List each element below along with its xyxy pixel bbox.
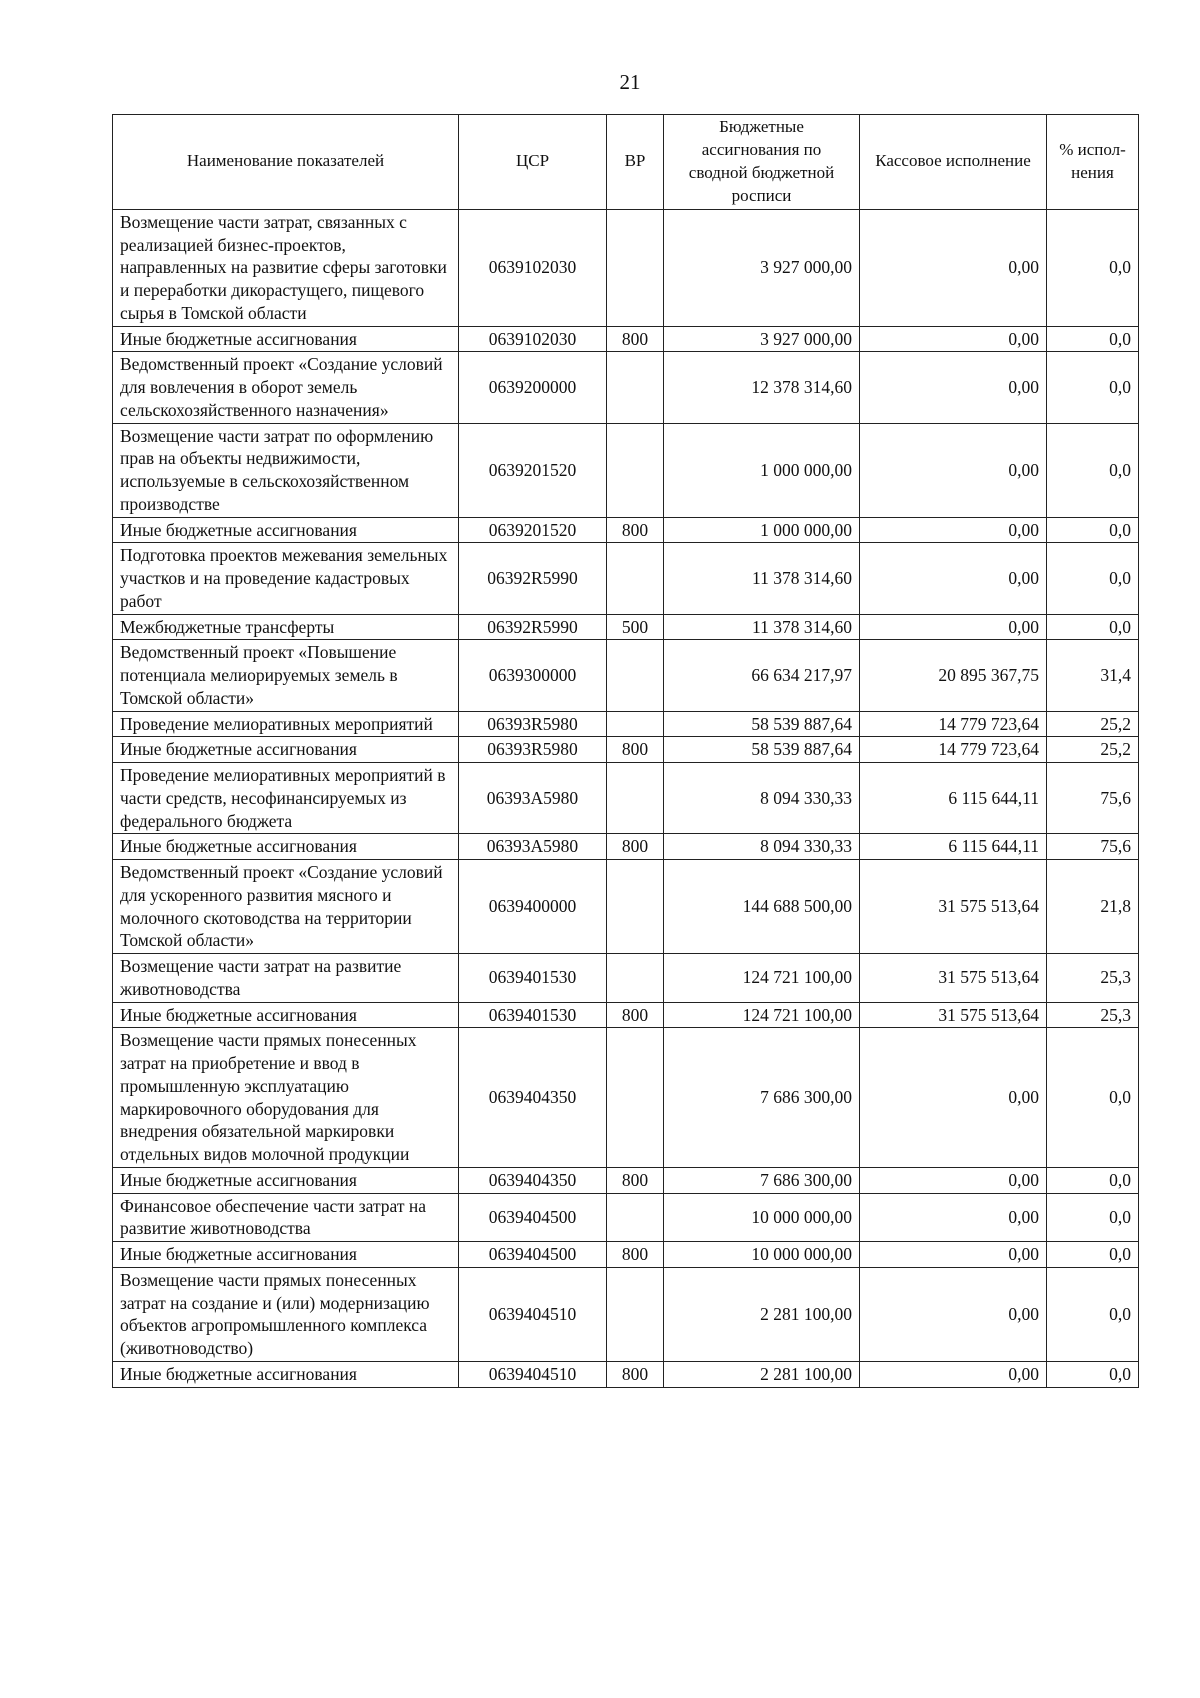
row-name: Ведомственный проект «Создание условий для вовлечения в оборот земель сельскохозяйственного назначения» (113, 352, 459, 423)
table-row (113, 543, 1139, 614)
row-cash: 14 779 723,64 (860, 711, 1047, 737)
header-percent: % испол-нения (1047, 115, 1139, 210)
table-row (113, 737, 1139, 763)
row-vr (607, 640, 664, 711)
row-vr (607, 860, 664, 954)
row-budget: 8 094 330,33 (664, 763, 860, 834)
row-vr: 800 (607, 1002, 664, 1028)
row-cash: 0,00 (860, 1028, 1047, 1168)
row-csr: 06393A5980 (459, 763, 607, 834)
row-csr: 06393A5980 (459, 834, 607, 860)
row-name: Финансовое обеспечение части затрат на развитие животноводства (113, 1193, 459, 1242)
row-budget: 10 000 000,00 (664, 1193, 860, 1242)
header-cash: Кассовое исполнение (860, 115, 1047, 210)
row-percent: 0,0 (1047, 1028, 1139, 1168)
row-name: Иные бюджетные ассигнования (113, 326, 459, 352)
row-percent: 0,0 (1047, 517, 1139, 543)
row-vr (607, 1267, 664, 1361)
row-percent: 0,0 (1047, 1193, 1139, 1242)
row-csr: 0639401530 (459, 1002, 607, 1028)
table-row (113, 860, 1139, 954)
budget-table (112, 114, 1139, 1388)
row-budget: 11 378 314,60 (664, 543, 860, 614)
row-budget: 66 634 217,97 (664, 640, 860, 711)
row-cash: 0,00 (860, 614, 1047, 640)
row-cash: 0,00 (860, 1267, 1047, 1361)
row-name: Иные бюджетные ассигнования (113, 1002, 459, 1028)
row-budget: 11 378 314,60 (664, 614, 860, 640)
row-percent: 0,0 (1047, 614, 1139, 640)
row-budget: 2 281 100,00 (664, 1361, 860, 1387)
row-csr: 06393R5980 (459, 711, 607, 737)
table-row (113, 1267, 1139, 1361)
header-csr: ЦСР (459, 115, 607, 210)
table-row (113, 834, 1139, 860)
row-name: Возмещение части прямых понесенных затрат на приобретение и ввод в промышленную эксплуатацию маркировочного оборудования для внедрения обязательной маркировки отдельных видов молочной продукции (113, 1028, 459, 1168)
row-percent: 0,0 (1047, 543, 1139, 614)
row-cash: 0,00 (860, 1193, 1047, 1242)
row-budget: 10 000 000,00 (664, 1242, 860, 1268)
row-vr (607, 209, 664, 326)
row-cash: 0,00 (860, 326, 1047, 352)
row-csr: 0639404510 (459, 1361, 607, 1387)
row-name: Возмещение части затрат, связанных с реализацией бизнес-проектов, направленных на развитие сферы заготовки и переработки дикорастущего, пищевого сырья в Томской области (113, 209, 459, 326)
row-csr: 0639404350 (459, 1167, 607, 1193)
row-csr: 0639404350 (459, 1028, 607, 1168)
row-name: Возмещение части затрат по оформлению прав на объекты недвижимости, используемые в сельскохозяйственном производстве (113, 423, 459, 517)
row-cash: 0,00 (860, 352, 1047, 423)
table-row (113, 1167, 1139, 1193)
row-vr (607, 1028, 664, 1168)
row-name: Возмещение части затрат на развитие животноводства (113, 954, 459, 1003)
row-csr: 06393R5980 (459, 737, 607, 763)
row-budget: 3 927 000,00 (664, 209, 860, 326)
row-name: Ведомственный проект «Повышение потенциала мелиорируемых земель в Томской области» (113, 640, 459, 711)
row-percent: 0,0 (1047, 1167, 1139, 1193)
row-cash: 0,00 (860, 209, 1047, 326)
row-budget: 124 721 100,00 (664, 1002, 860, 1028)
table-row (113, 640, 1139, 711)
row-csr: 0639404510 (459, 1267, 607, 1361)
row-budget: 12 378 314,60 (664, 352, 860, 423)
row-csr: 0639201520 (459, 517, 607, 543)
row-vr: 800 (607, 326, 664, 352)
row-csr: 0639400000 (459, 860, 607, 954)
row-percent: 0,0 (1047, 423, 1139, 517)
row-cash: 31 575 513,64 (860, 954, 1047, 1003)
row-cash: 0,00 (860, 423, 1047, 517)
row-vr (607, 423, 664, 517)
row-name: Подготовка проектов межевания земельных участков и на проведение кадастровых работ (113, 543, 459, 614)
row-budget: 58 539 887,64 (664, 711, 860, 737)
table-row (113, 1361, 1139, 1387)
table-row (113, 352, 1139, 423)
row-budget: 8 094 330,33 (664, 834, 860, 860)
row-csr: 0639102030 (459, 326, 607, 352)
row-vr (607, 711, 664, 737)
row-name: Иные бюджетные ассигнования (113, 1167, 459, 1193)
row-percent: 0,0 (1047, 1267, 1139, 1361)
row-name: Межбюджетные трансферты (113, 614, 459, 640)
row-percent: 31,4 (1047, 640, 1139, 711)
table-row (113, 1028, 1139, 1168)
row-vr: 800 (607, 1361, 664, 1387)
row-percent: 0,0 (1047, 1242, 1139, 1268)
row-csr: 0639102030 (459, 209, 607, 326)
table-body (113, 209, 1139, 1387)
row-csr: 06392R5990 (459, 614, 607, 640)
table-row (113, 326, 1139, 352)
table-row (113, 711, 1139, 737)
row-vr (607, 352, 664, 423)
header-name: Наименование показателей (113, 115, 459, 210)
row-percent: 0,0 (1047, 1361, 1139, 1387)
row-vr (607, 954, 664, 1003)
row-vr (607, 763, 664, 834)
row-cash: 0,00 (860, 543, 1047, 614)
row-cash: 14 779 723,64 (860, 737, 1047, 763)
row-vr: 800 (607, 1167, 664, 1193)
row-csr: 06392R5990 (459, 543, 607, 614)
table-row (113, 614, 1139, 640)
row-budget: 124 721 100,00 (664, 954, 860, 1003)
row-percent: 0,0 (1047, 352, 1139, 423)
row-csr: 0639300000 (459, 640, 607, 711)
row-cash: 0,00 (860, 1167, 1047, 1193)
row-percent: 25,2 (1047, 711, 1139, 737)
row-vr: 500 (607, 614, 664, 640)
row-cash: 0,00 (860, 1361, 1047, 1387)
row-csr: 0639200000 (459, 352, 607, 423)
row-vr: 800 (607, 737, 664, 763)
row-csr: 0639201520 (459, 423, 607, 517)
row-vr: 800 (607, 517, 664, 543)
header-vr: ВР (607, 115, 664, 210)
header-budget: Бюджетные ассигнования по сводной бюджетной росписи (664, 115, 860, 210)
row-budget: 1 000 000,00 (664, 423, 860, 517)
row-percent: 0,0 (1047, 209, 1139, 326)
table-row (113, 1242, 1139, 1268)
row-budget: 58 539 887,64 (664, 737, 860, 763)
row-budget: 1 000 000,00 (664, 517, 860, 543)
row-budget: 144 688 500,00 (664, 860, 860, 954)
row-cash: 6 115 644,11 (860, 763, 1047, 834)
row-name: Возмещение части прямых понесенных затрат на создание и (или) модернизацию объектов агропромышленного комплекса (животноводство) (113, 1267, 459, 1361)
row-percent: 75,6 (1047, 763, 1139, 834)
row-csr: 0639401530 (459, 954, 607, 1003)
row-percent: 25,3 (1047, 1002, 1139, 1028)
row-percent: 0,0 (1047, 326, 1139, 352)
row-cash: 6 115 644,11 (860, 834, 1047, 860)
row-percent: 25,2 (1047, 737, 1139, 763)
row-percent: 21,8 (1047, 860, 1139, 954)
row-name: Иные бюджетные ассигнования (113, 517, 459, 543)
row-name: Проведение мелиоративных мероприятий в части средств, несофинансируемых из федерального бюджета (113, 763, 459, 834)
row-csr: 0639404500 (459, 1193, 607, 1242)
row-name: Иные бюджетные ассигнования (113, 834, 459, 860)
row-vr (607, 543, 664, 614)
row-cash: 31 575 513,64 (860, 1002, 1047, 1028)
row-cash: 20 895 367,75 (860, 640, 1047, 711)
table-row (113, 209, 1139, 326)
row-name: Иные бюджетные ассигнования (113, 1242, 459, 1268)
table-row (113, 423, 1139, 517)
table-row (113, 1193, 1139, 1242)
row-percent: 75,6 (1047, 834, 1139, 860)
row-name: Иные бюджетные ассигнования (113, 1361, 459, 1387)
row-cash: 31 575 513,64 (860, 860, 1047, 954)
row-vr (607, 1193, 664, 1242)
table-header-row (113, 115, 1139, 210)
row-budget: 2 281 100,00 (664, 1267, 860, 1361)
row-budget: 7 686 300,00 (664, 1167, 860, 1193)
row-cash: 0,00 (860, 517, 1047, 543)
table-row (113, 763, 1139, 834)
table-row (113, 517, 1139, 543)
row-name: Иные бюджетные ассигнования (113, 737, 459, 763)
row-name: Проведение мелиоративных мероприятий (113, 711, 459, 737)
row-vr: 800 (607, 1242, 664, 1268)
table-row (113, 954, 1139, 1003)
page-number: 21 (619, 70, 641, 94)
row-name: Ведомственный проект «Создание условий для ускоренного развития мясного и молочного скотоводства на территории Томской области» (113, 860, 459, 954)
row-percent: 25,3 (1047, 954, 1139, 1003)
row-vr: 800 (607, 834, 664, 860)
row-cash: 0,00 (860, 1242, 1047, 1268)
row-budget: 3 927 000,00 (664, 326, 860, 352)
table-row (113, 1002, 1139, 1028)
row-csr: 0639404500 (459, 1242, 607, 1268)
row-budget: 7 686 300,00 (664, 1028, 860, 1168)
